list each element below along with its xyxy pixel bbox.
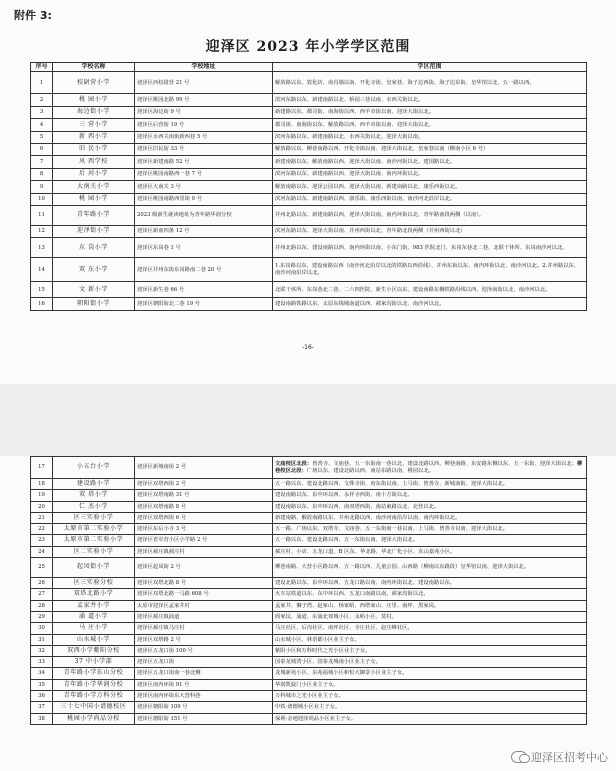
row-district-range: 郝庄村、小店、五龙口道、B 区东、华北路、华北广化小区、东山嘉苑小区。 — [273, 546, 587, 557]
row-school-address: 迎泽区双塔路 2 号 — [135, 634, 273, 645]
row-school-address: 迎泽区西校尉营 21 号 — [135, 72, 273, 94]
row-no: 36 — [31, 691, 53, 702]
row-no: 18 — [31, 479, 53, 490]
school-district-table-part2 — [30, 456, 587, 725]
row-district-range: 解放路以东、敦化坊、南肖墙以南、开化寺街、皇家巷、海子边西街、海子边东街、皇华馆以北、五一路以西。 — [273, 72, 587, 94]
row-district-range: 国泰龙城湾小区、国泰龙城南小区业主子女。 — [273, 657, 587, 668]
row-district-range: 马庄社区、后沟社区、南坪社区、寺庄社区、赵庄峰社区。 — [273, 623, 587, 634]
row-school-name: 桃 园小学 — [53, 94, 135, 106]
table-row — [31, 558, 587, 578]
row-district-range: 火车站铁道以东、东中环以西、五龙口南路以南、郝家沟街以北。 — [273, 589, 587, 600]
document-title: 迎泽区 2023 年小学学区范围 — [205, 39, 411, 55]
row-school-name: 起凤街小学 — [53, 558, 135, 578]
table-body-part2 — [31, 457, 587, 725]
row-district-range: 并州北路以东、新建南路以西、迎泽大街以南、南内环街以北、青年路南段两侧（以南）。 — [273, 205, 587, 225]
row-school-address: 迎泽区新生巷 66 号 — [135, 282, 273, 298]
row-school-address: 迎泽区新城南街 2 号 — [135, 457, 273, 479]
table-row — [31, 623, 587, 634]
table-row — [31, 168, 587, 180]
row-school-address: 迎泽区大南关 3 号 — [135, 181, 273, 193]
row-school-address: 迎泽区海边街 9 号 — [135, 106, 273, 118]
table-row — [31, 702, 587, 713]
row-no: 12 — [31, 225, 53, 237]
table-row — [31, 193, 587, 205]
table-row — [31, 713, 587, 724]
table-row — [31, 524, 587, 535]
row-school-name: 文 新小学 — [53, 282, 135, 298]
table-row — [31, 143, 587, 155]
row-no: 34 — [31, 668, 53, 679]
row-school-address: 迎泽区双塔南路 8 号 — [135, 501, 273, 512]
row-no: 11 — [31, 205, 53, 225]
row-no: 33 — [31, 657, 53, 668]
row-no: 37 — [31, 702, 53, 713]
row-district-range: 紫阳小区和万科时代之光小区业主子女。 — [273, 645, 587, 656]
row-district-range: 保利·金地迎泽尚品小区业主子女。 — [273, 713, 587, 724]
row-school-name: 区二实验小学 — [53, 546, 135, 557]
row-no: 22 — [31, 524, 53, 535]
row-school-name: 青年路小学华润分校 — [53, 679, 135, 690]
row-no: 13 — [31, 238, 53, 258]
row-school-address: 迎泽区朝阳街北二巷 19 号 — [135, 298, 273, 310]
row-school-address: 迎泽区东后小寺 3 号 — [135, 524, 273, 535]
row-no: 21 — [31, 512, 53, 523]
row-school-name: 小五台小学 — [53, 457, 135, 479]
row-district-range: 新建南路、解放南路以东、并州北路以西、南沙河南沿岸以南、南内环街以北。 — [273, 512, 587, 523]
row-no: 23 — [31, 535, 53, 546]
row-school-address: 迎泽区桃园北路 99 号 — [135, 94, 273, 106]
row-district-range: 1.东岗路以东、建设南路以西（南沙河北沿岸以北的铁路以西沿线）、并州东街以东、南内环街以北、南沙河以北。2.并州路以东、南沙河南沿岸以北。 — [273, 258, 587, 282]
row-district-range: 建设南路铁路以东、太原东线城南道以西、郝家沟街以北、南沙河以北。 — [273, 298, 587, 310]
table-row — [31, 657, 587, 668]
row-school-name: 太原市第二实验小学 — [53, 535, 135, 546]
table-row — [31, 578, 587, 589]
row-district-range: 滨河东路以东、迎泽大街以南、并州西街以北、青年路北段两侧（并州西街以北） — [273, 225, 587, 237]
row-district-range: 建设北路以东、东中环以西、五龙口路以南、南内环街以北、建设南路以东。 — [273, 578, 587, 589]
row-district-range: 柳巷南路、大营小区路以西、五一路以西、儿童公园、山西路（柳南以东路段）皇华馆以南、迎泽大街以北。 — [273, 558, 587, 578]
row-no: 9 — [31, 181, 53, 193]
wechat-icon — [511, 751, 527, 763]
row-school-name: 旧 民小学 — [53, 143, 135, 155]
row-district-range: 滨河东路以东、新建南路以北、水西关街以北、迎泽大街以南。 — [273, 131, 587, 143]
table-row — [31, 611, 587, 622]
row-no: 27 — [31, 589, 53, 600]
row-school-address: 迎泽区朝阳街 109 号 — [135, 702, 273, 713]
row-district-range: 建设南路以东、东中环以西、永祥寺西街、南十方街以北。 — [273, 490, 587, 501]
row-no: 25 — [31, 558, 53, 578]
row-school-name: 双 东小学 — [53, 258, 135, 282]
attachment-label: 附件 3: — [14, 9, 52, 22]
row-school-address: 迎泽区桃园南路西一巷 7 号 — [135, 168, 273, 180]
row-school-address: 迎泽区水西关南街新西巷 5 号 — [135, 131, 273, 143]
row-school-address: 迎泽区桃园南路西里街 9 号 — [135, 193, 273, 205]
table-row — [31, 479, 587, 490]
document-page-2 — [0, 456, 616, 771]
row-district-range: 滨河东路以东、新建南路以北、桥园三巷以南、水西关街以北。 — [273, 94, 587, 106]
table-row — [31, 225, 587, 237]
row-district-range: 孟家井、狮子湾、赵家山、杨家峪、西塔家山、庄里、南坪、黑家岗。 — [273, 600, 587, 611]
row-district-range: 解放路以东、柳巷南路以西、开化寺街以南、迎泽大街以北、皇家巷以南（柳南小区 6 号） — [273, 143, 587, 155]
row-school-name: 区三实验小学 — [53, 512, 135, 523]
page-gap — [0, 384, 616, 456]
row-district-range: 都司街、南海街以东、解放路以西、西羊市街以南、迎泽大街以北。 — [273, 119, 587, 131]
row-school-address: 太原市迎泽区孟家井村 — [135, 600, 273, 611]
row-no: 5 — [31, 131, 53, 143]
row-school-address: 迎泽区并州东街东岗路南二巷 20 号 — [135, 258, 273, 282]
row-school-name: 37 中小学部 — [53, 657, 135, 668]
row-school-name: 太原市第二实验小学 — [53, 524, 135, 535]
row-no: 20 — [31, 501, 53, 512]
row-no: 14 — [31, 258, 53, 282]
table-header-row — [31, 63, 587, 72]
row-no: 31 — [31, 634, 53, 645]
row-district-range: 新建南路以东、解放南路以西、迎泽大街以南、南沙河街以北、建国路以北。 — [273, 156, 587, 168]
row-no: 8 — [31, 168, 53, 180]
table-row — [31, 181, 587, 193]
row-district-range: 山水城小区、林语都小区业主子女。 — [273, 634, 587, 645]
row-district-range: 新建路以东、都司街、南海街以西、西羊市街以南、迎泽大街以北。 — [273, 106, 587, 118]
row-school-name: 孟家井小学 — [53, 600, 135, 611]
row-school-name: 建设路小学 — [53, 479, 135, 490]
row-school-name: 仁 杰小学 — [53, 501, 135, 512]
row-school-name: 新 西小学 — [53, 131, 135, 143]
row-school-address: 迎泽区新南四条 12 号 — [135, 225, 273, 237]
table-row — [31, 72, 587, 94]
row-no: 35 — [31, 679, 53, 690]
row-no: 6 — [31, 143, 53, 155]
header-no: 序号 — [31, 63, 53, 72]
row-no: 24 — [31, 546, 53, 557]
table-row — [31, 634, 587, 645]
table-row — [31, 512, 587, 523]
row-school-name: 三 营小学 — [53, 119, 135, 131]
table-row — [31, 589, 587, 600]
row-district-range: 解放南路以东、迎泽公园以西、迎泽大街以南、新建南路以北、康乐西街以北。 — [273, 181, 587, 193]
row-school-address: 2023 级新生就读地址为青年路华润分校 — [135, 205, 273, 225]
row-school-address: 迎泽区南内环街东大营科巷 — [135, 691, 273, 702]
row-school-address: 迎泽区郝庄镇涌道 — [135, 611, 273, 622]
row-school-address: 迎泽区新建南路 52 号 — [135, 156, 273, 168]
row-school-name: 青年路小学万科分校 — [53, 691, 135, 702]
table-row — [31, 282, 587, 298]
row-no: 3 — [31, 106, 53, 118]
row-school-address: 迎泽区双塔西街 2 号 — [135, 479, 273, 490]
header-school-name: 学校名称 — [53, 63, 135, 72]
row-no: 15 — [31, 282, 53, 298]
table-row — [31, 600, 587, 611]
table-row — [31, 258, 587, 282]
table-row — [31, 238, 587, 258]
table-row — [31, 156, 587, 168]
row-no: 29 — [31, 611, 53, 622]
row-school-address: 迎泽区双塔西街 6 号 — [135, 512, 273, 523]
row-school-address: 迎泽区五龙口街 — [135, 657, 273, 668]
table-row — [31, 457, 587, 479]
watermark-text: 迎泽区招考中心 — [531, 751, 608, 764]
row-district-range: 五一路以东、建设北路以西、文殊寺街、府东街以南、上马街、皆善寺、新城南街、迎泽大街以北。 — [273, 479, 587, 490]
row-no: 7 — [31, 156, 53, 168]
table-row — [31, 298, 587, 310]
row-district-range: 滨河东路以东、新建南路以西、迎泽大街以南、南内环街以北。 — [273, 168, 587, 180]
table-row — [31, 668, 587, 679]
row-no: 4 — [31, 119, 53, 131]
row-district-range: 阎家坟、涌道、东涌北郊城小区、永峪小区、莫村。 — [273, 611, 587, 622]
row-school-address: 迎泽区郝庄镇郝庄村 — [135, 546, 273, 557]
row-school-name: 三十七中国小谱德校区 — [53, 702, 135, 713]
row-no: 19 — [31, 490, 53, 501]
row-no: 26 — [31, 578, 53, 589]
row-school-name: 东 岗小学 — [53, 238, 135, 258]
row-school-address: 迎泽区双塔北路一马路 608 号 — [135, 589, 273, 600]
row-school-address: 迎泽区旧民街 33 号 — [135, 143, 273, 155]
table-row — [31, 94, 587, 106]
row-no: 17 — [31, 457, 53, 479]
row-district-range: 龙城新苑小区、东苑福城小区和恒大御景小区业主子女。 — [273, 668, 587, 679]
row-school-name: 双塔北路小学 — [53, 589, 135, 600]
row-school-name: 朝阳街小学 — [53, 298, 135, 310]
row-school-address: 迎泽区东岗巷 1 号 — [135, 238, 273, 258]
table-row — [31, 691, 587, 702]
table-row — [31, 535, 587, 546]
row-school-name: 校尉营小学 — [53, 72, 135, 94]
row-district-range: 并州北路以东、建设南路以西、南内环街以南、小东门街、983 医院北门、东岗东巷北二巷、北联干休所、东岗南沙河以北。 — [273, 238, 587, 258]
row-school-address: 迎泽区郝庄镇马庄村 — [135, 623, 273, 634]
row-district-range: 北联干休所、东岗巷北二巷、二六四医院、新生小区以东、建设南路东侧铁路沿线以西、迎泽南街以北、南沙河以北。 — [273, 282, 587, 298]
row-school-name: 青年路小学 — [53, 205, 135, 225]
row-district-range: 滨河东路以东、新建南路以西、康乐街、康乐西街以南、南沙河北沿岸以北。 — [273, 193, 587, 205]
row-school-name: 双西小学紫阳分校 — [53, 645, 135, 656]
row-school-address: 迎泽区五龙口街 100 号 — [135, 645, 273, 656]
row-no: 28 — [31, 600, 53, 611]
row-district-range: 五一路、广场以东、双塔寺、文庙巷、五一东街南一巷以南、上马街、皆善寺以南、迎泽大街以北。 — [273, 524, 587, 535]
row-school-address: 迎泽区双塔南路 31 号 — [135, 490, 273, 501]
row-district-range: 五一路以东、建设北路以西、五一东街以南、迎泽大街以北。 — [273, 535, 587, 546]
school-district-table-part1 — [30, 62, 587, 311]
row-school-name: 涌 道小学 — [53, 611, 135, 622]
row-school-name: 风 西学校 — [53, 156, 135, 168]
row-school-address: 迎泽区双塔北路 8 号 — [135, 578, 273, 589]
row-district-range: 中铁·谱德城小区业主子女。 — [273, 702, 587, 713]
row-school-address: 迎泽区起凤街 2 号 — [135, 558, 273, 578]
row-school-address: 迎泽区五龙口街南一巷北侧 — [135, 668, 273, 679]
table-row — [31, 501, 587, 512]
row-school-name: 青年路小学东山分校 — [53, 668, 135, 679]
table-row — [31, 679, 587, 690]
table-row — [31, 490, 587, 501]
row-school-address: 迎泽区后营街 19 号 — [135, 119, 273, 131]
row-school-address: 迎泽区朝阳街 151 号 — [135, 713, 273, 724]
row-district-range: 文庙校区北段：皆善寺、文庙巷、五一东街南一巷以北、建设北路以西、柳巷南路、东安路东侧以东、五一东街、迎泽大街以北；柳巷校区北段：广场以东、建设北路以西、南站东路以南、桃园以北。 — [273, 457, 587, 479]
table-body-part1 — [31, 72, 587, 310]
table-row — [31, 119, 587, 131]
page-number: -16- — [302, 344, 314, 351]
row-no: 1 — [31, 72, 53, 94]
row-school-name: 后 河小学 — [53, 168, 135, 180]
row-school-name: 双 塔小学 — [53, 490, 135, 501]
row-district-range: 华润凯旋门小区业主子女。 — [273, 679, 587, 690]
header-school-address: 学校地址 — [135, 63, 273, 72]
row-school-name: 桃 园小学 — [53, 193, 135, 205]
row-school-name: 马 庄小学 — [53, 623, 135, 634]
row-school-address: 迎泽区省军营小区小学路 2 号 — [135, 535, 273, 546]
row-no: 32 — [31, 645, 53, 656]
row-no: 2 — [31, 94, 53, 106]
document-page-1 — [0, 0, 616, 384]
table-row — [31, 131, 587, 143]
row-school-name: 海边街小学 — [53, 106, 135, 118]
row-district-range: 万科城市之光小区业主子女。 — [273, 691, 587, 702]
table-row — [31, 205, 587, 225]
row-school-name: 桃园小学尚品分校 — [53, 713, 135, 724]
header-district-range: 学区范围 — [273, 63, 587, 72]
row-district-range: 建设南路以东、东中环以西、南双塔西街、南站東路以北、北营以北。 — [273, 501, 587, 512]
row-school-name: 区三实验分校 — [53, 578, 135, 589]
table-row — [31, 645, 587, 656]
row-no: 30 — [31, 623, 53, 634]
table-row — [31, 546, 587, 557]
row-school-name: 大南关小学 — [53, 181, 135, 193]
watermark — [511, 749, 608, 765]
row-no: 16 — [31, 298, 53, 310]
row-school-name: 山水城小学 — [53, 634, 135, 645]
row-no: 38 — [31, 713, 53, 724]
table-row — [31, 106, 587, 118]
row-school-name: 迎泽街小学 — [53, 225, 135, 237]
row-school-address: 迎泽区南内环街 91 号 — [135, 679, 273, 690]
row-no: 10 — [31, 193, 53, 205]
